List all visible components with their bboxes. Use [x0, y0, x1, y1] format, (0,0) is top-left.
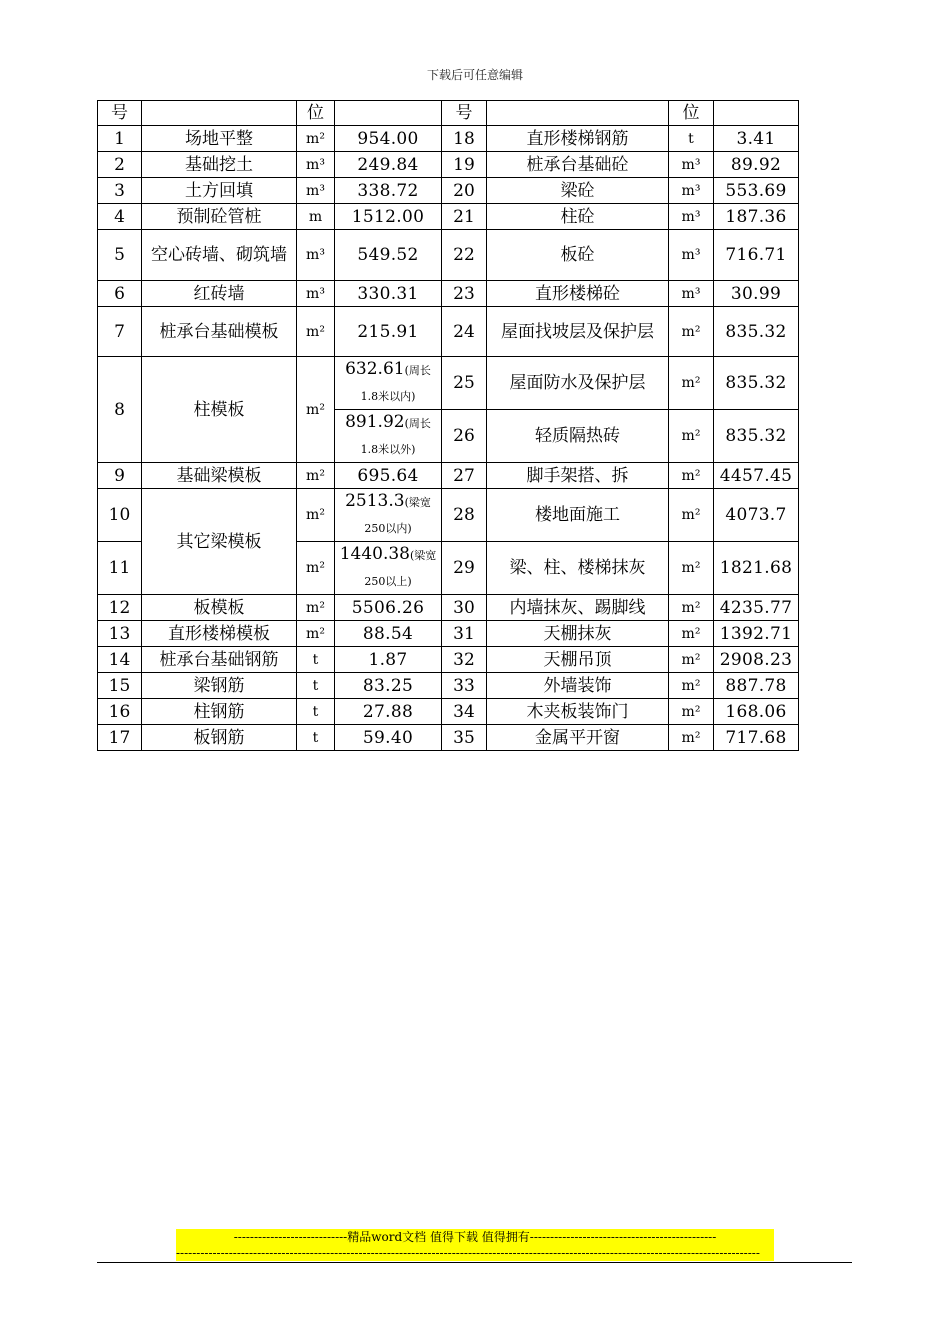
row-unit: m²: [297, 542, 335, 595]
row-item-2: 桩承台基础砼: [487, 152, 669, 178]
row-qty-2: 1392.71: [714, 621, 799, 647]
row-unit-2: m²: [669, 357, 714, 410]
row-no-2: 30: [442, 595, 487, 621]
row-item-2: 屋面防水及保护层: [487, 357, 669, 410]
row-qty-2: 4235.77: [714, 595, 799, 621]
row-unit: m³: [297, 230, 335, 281]
row-unit: m: [297, 204, 335, 230]
qty-note: (周长1.8米以内): [360, 364, 431, 403]
table-row: [98, 357, 799, 410]
qty-note: (梁宽250以上): [364, 549, 437, 588]
header-unit-b: 位: [669, 101, 714, 126]
table-row: [98, 204, 799, 230]
row-item: 预制砼管桩: [142, 204, 297, 230]
row-qty: 27.88: [335, 699, 442, 725]
row-unit: m³: [297, 178, 335, 204]
row-qty-2: 3.41: [714, 126, 799, 152]
table-row: [98, 725, 799, 751]
row-item: 梁钢筋: [142, 673, 297, 699]
row-no: 10: [98, 489, 142, 542]
table-row: [98, 673, 799, 699]
row-item-2: 梁、柱、楼梯抹灰: [487, 542, 669, 595]
row-item-2: 天棚吊顶: [487, 647, 669, 673]
row-unit-2: m³: [669, 178, 714, 204]
row-unit: m²: [297, 595, 335, 621]
row-no-2: 23: [442, 281, 487, 307]
row-qty: [335, 357, 442, 410]
row-item-2: 直形楼梯砼: [487, 281, 669, 307]
row-qty: 549.52: [335, 230, 442, 281]
row-item: 基础梁模板: [142, 463, 297, 489]
row-no-2: 26: [442, 410, 487, 463]
row-qty-2: 1821.68: [714, 542, 799, 595]
row-qty-2: 4457.45: [714, 463, 799, 489]
row-no-2: 29: [442, 542, 487, 595]
row-qty: 695.64: [335, 463, 442, 489]
row-no-2: 35: [442, 725, 487, 751]
row-unit-2: m²: [669, 489, 714, 542]
row-qty-2: 168.06: [714, 699, 799, 725]
row-item: 桩承台基础钢筋: [142, 647, 297, 673]
footer-divider: [97, 1262, 852, 1263]
row-unit: m²: [297, 463, 335, 489]
row-no: 15: [98, 673, 142, 699]
row-unit: t: [297, 699, 335, 725]
row-no: 13: [98, 621, 142, 647]
footer-dashes: ------------------------------------------------------------------------------------------------------------------------------------------------: [176, 1245, 774, 1261]
header-no-a: 号: [98, 101, 142, 126]
row-qty-2: 30.99: [714, 281, 799, 307]
row-item-2: 板砼: [487, 230, 669, 281]
table-row: [98, 178, 799, 204]
row-no: 8: [98, 357, 142, 463]
row-unit-2: m²: [669, 463, 714, 489]
row-no-2: 27: [442, 463, 487, 489]
row-no: 1: [98, 126, 142, 152]
row-item-2: 直形楼梯钢筋: [487, 126, 669, 152]
row-qty: [335, 489, 442, 542]
row-qty: 330.31: [335, 281, 442, 307]
row-unit-2: m²: [669, 595, 714, 621]
row-no-2: 22: [442, 230, 487, 281]
row-no: 9: [98, 463, 142, 489]
row-qty: [335, 410, 442, 463]
table-row: [98, 126, 799, 152]
row-unit-2: m³: [669, 204, 714, 230]
row-qty: 215.91: [335, 307, 442, 357]
row-qty: 59.40: [335, 725, 442, 751]
row-unit-2: m²: [669, 410, 714, 463]
row-unit: m²: [297, 489, 335, 542]
row-no-2: 21: [442, 204, 487, 230]
row-qty: [335, 542, 442, 595]
table-row: [98, 621, 799, 647]
row-item: 土方回填: [142, 178, 297, 204]
table-row: [98, 307, 799, 357]
header-unit-a: 位: [297, 101, 335, 126]
row-unit-2: m³: [669, 230, 714, 281]
row-qty: 5506.26: [335, 595, 442, 621]
row-no: 3: [98, 178, 142, 204]
row-item-2: 梁砼: [487, 178, 669, 204]
row-qty: 338.72: [335, 178, 442, 204]
table-row: [98, 489, 799, 542]
row-qty: 249.84: [335, 152, 442, 178]
row-unit-2: m²: [669, 621, 714, 647]
row-item-2: 脚手架搭、拆: [487, 463, 669, 489]
row-item-2: 金属平开窗: [487, 725, 669, 751]
row-no-2: 20: [442, 178, 487, 204]
qty-note: (周长1.8米以外): [360, 417, 431, 456]
row-unit-2: m²: [669, 673, 714, 699]
row-no-2: 28: [442, 489, 487, 542]
quantity-table: [97, 100, 799, 751]
row-no: 11: [98, 542, 142, 595]
row-no-2: 19: [442, 152, 487, 178]
row-no: 4: [98, 204, 142, 230]
row-no: 7: [98, 307, 142, 357]
row-item-2: 内墙抹灰、踢脚线: [487, 595, 669, 621]
header-no-b: 号: [442, 101, 487, 126]
row-item: 板模板: [142, 595, 297, 621]
row-qty-2: 2908.23: [714, 647, 799, 673]
row-unit: m²: [297, 357, 335, 463]
row-qty-2: 835.32: [714, 307, 799, 357]
footer-banner: ----------------------------精品word文档 值得下载 值得拥有----------------------------------------------: [176, 1229, 774, 1245]
row-no: 5: [98, 230, 142, 281]
row-no-2: 34: [442, 699, 487, 725]
row-item: 柱模板: [142, 357, 297, 463]
table-row: [98, 699, 799, 725]
qty-value: 891.92: [345, 412, 405, 432]
row-qty: 1512.00: [335, 204, 442, 230]
row-item-2: 木夹板装饰门: [487, 699, 669, 725]
table-header-row: [98, 101, 799, 126]
header-qty-b: [714, 101, 799, 126]
row-qty-2: 717.68: [714, 725, 799, 751]
row-unit-2: m²: [669, 647, 714, 673]
row-item-2: 轻质隔热砖: [487, 410, 669, 463]
row-unit: t: [297, 673, 335, 699]
row-unit: t: [297, 725, 335, 751]
row-no-2: 25: [442, 357, 487, 410]
row-no-2: 18: [442, 126, 487, 152]
table-row: [98, 152, 799, 178]
row-item-2: 屋面找坡层及保护层: [487, 307, 669, 357]
row-item: 桩承台基础模板: [142, 307, 297, 357]
header-item-a: [142, 101, 297, 126]
row-item: 基础挖土: [142, 152, 297, 178]
row-item: 场地平整: [142, 126, 297, 152]
row-no: 14: [98, 647, 142, 673]
table-row: [98, 647, 799, 673]
row-unit-2: m³: [669, 281, 714, 307]
row-no: 6: [98, 281, 142, 307]
table-row: [98, 595, 799, 621]
row-unit: m³: [297, 152, 335, 178]
row-item: 柱钢筋: [142, 699, 297, 725]
table-row: [98, 463, 799, 489]
row-item: 直形楼梯模板: [142, 621, 297, 647]
row-unit-2: m²: [669, 725, 714, 751]
row-no: 17: [98, 725, 142, 751]
row-qty: 88.54: [335, 621, 442, 647]
row-no: 12: [98, 595, 142, 621]
table-row: [98, 281, 799, 307]
row-qty: 954.00: [335, 126, 442, 152]
row-item: 空心砖墙、砌筑墙: [142, 230, 297, 281]
row-unit: m²: [297, 126, 335, 152]
row-no-2: 33: [442, 673, 487, 699]
row-unit-2: t: [669, 126, 714, 152]
header-qty-a: [335, 101, 442, 126]
row-no-2: 31: [442, 621, 487, 647]
row-qty-2: 835.32: [714, 410, 799, 463]
row-qty-2: 887.78: [714, 673, 799, 699]
row-qty-2: 4073.7: [714, 489, 799, 542]
row-item-2: 外墙装饰: [487, 673, 669, 699]
qty-value: 1440.38: [339, 544, 410, 564]
qty-value: 2513.3: [345, 491, 405, 511]
row-qty: 83.25: [335, 673, 442, 699]
table-row: [98, 230, 799, 281]
row-item: 板钢筋: [142, 725, 297, 751]
row-unit: m²: [297, 621, 335, 647]
row-item: 其它梁模板: [142, 489, 297, 595]
qty-value: 632.61: [345, 359, 405, 379]
row-qty-2: 89.92: [714, 152, 799, 178]
row-unit-2: m²: [669, 542, 714, 595]
row-no-2: 32: [442, 647, 487, 673]
page-header: 下载后可任意编辑: [426, 68, 523, 82]
row-item-2: 天棚抹灰: [487, 621, 669, 647]
row-unit-2: m³: [669, 152, 714, 178]
row-item-2: 楼地面施工: [487, 489, 669, 542]
row-qty-2: 187.36: [714, 204, 799, 230]
row-qty-2: 716.71: [714, 230, 799, 281]
row-item-2: 柱砼: [487, 204, 669, 230]
row-qty-2: 553.69: [714, 178, 799, 204]
row-unit-2: m²: [669, 307, 714, 357]
row-no: 16: [98, 699, 142, 725]
qty-note: (梁宽250以内): [364, 496, 431, 535]
header-item-b: [487, 101, 669, 126]
row-qty: 1.87: [335, 647, 442, 673]
row-item: 红砖墙: [142, 281, 297, 307]
row-unit: t: [297, 647, 335, 673]
row-qty-2: 835.32: [714, 357, 799, 410]
row-no-2: 24: [442, 307, 487, 357]
row-unit: m³: [297, 281, 335, 307]
row-unit-2: m²: [669, 699, 714, 725]
row-no: 2: [98, 152, 142, 178]
row-unit: m²: [297, 307, 335, 357]
